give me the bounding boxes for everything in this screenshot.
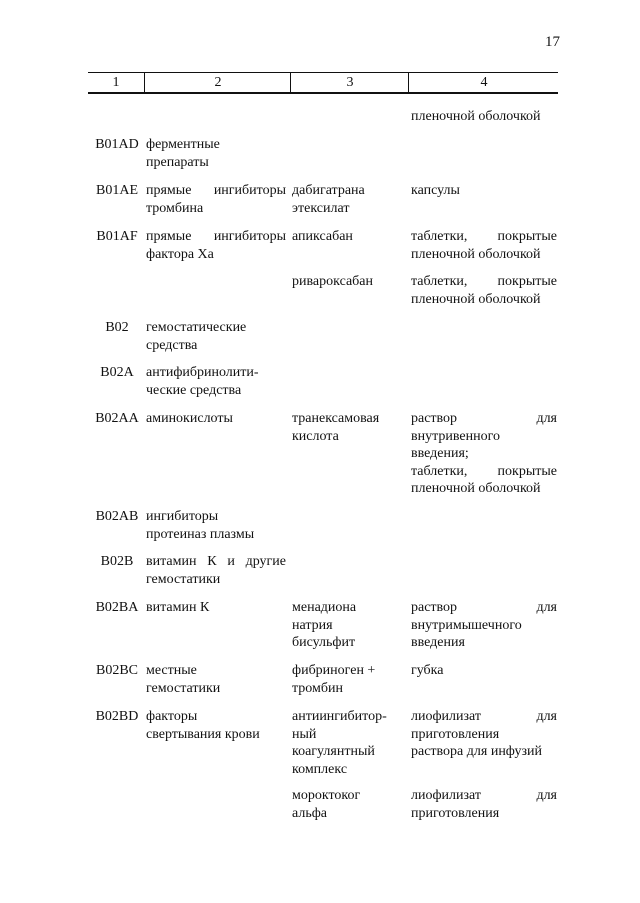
dosage-form-line: пленочной оболочкой	[411, 246, 541, 262]
atc-code: B02AB	[95, 509, 139, 524]
atc-code: B02B	[100, 554, 134, 569]
dosage-form-line: раствор для	[411, 600, 557, 615]
anatomical-group	[146, 708, 286, 743]
dosage-form-line: пленочной оболочкой	[411, 109, 541, 124]
header-col-2: 2	[144, 73, 291, 92]
atc-code: B02BC	[95, 663, 138, 678]
drug-name-line: фибриноген +	[292, 663, 376, 678]
dosage-form-line: пленочной оболочкой	[411, 291, 541, 307]
anatomical-group-line: витамин К и другие	[146, 554, 286, 569]
dosage-form	[411, 599, 557, 652]
drug-name	[292, 182, 404, 217]
drug-name-line: этексилат	[292, 200, 350, 216]
dosage-form-line: таблетки, покрытые	[411, 229, 557, 244]
anatomical-group	[146, 364, 286, 399]
dosage-form-line: раствора для инфузий	[411, 744, 543, 759]
header-col-3: 3	[290, 73, 409, 92]
dosage-form-line: капсулы	[411, 183, 460, 198]
dosage-form-line: раствор для	[411, 411, 557, 426]
drug-name	[292, 708, 404, 778]
anatomical-group	[146, 228, 286, 263]
dosage-form	[411, 182, 557, 200]
anatomical-group	[146, 599, 286, 617]
dosage-form-line: внутримышечного	[411, 617, 522, 633]
anatomical-group-line: фактора Xa	[146, 246, 214, 262]
anatomical-group-line: ингибиторы	[146, 509, 219, 524]
anatomical-group-line: протеиназ плазмы	[146, 526, 255, 542]
anatomical-group	[146, 410, 286, 428]
atc-code: B02AA	[95, 411, 139, 426]
drug-name-line: антиингибитор-	[292, 709, 387, 724]
atc-code: B02BD	[95, 709, 139, 724]
anatomical-group-line: ческие средства	[146, 382, 242, 398]
anatomical-group-line: аминокислоты	[146, 411, 233, 426]
drug-name	[292, 662, 404, 697]
drug-name-line: коагулянтный	[292, 744, 375, 759]
anatomical-group-line: тромбина	[146, 200, 204, 216]
dosage-form-line: губка	[411, 663, 444, 678]
drug-name-line: ный	[292, 726, 317, 742]
anatomical-group-line: гемостатики	[146, 680, 221, 696]
header-col-1: 1	[112, 75, 120, 90]
drug-name	[292, 228, 404, 246]
atc-code: B01AE	[96, 183, 138, 198]
dosage-form-line: лиофилизат для	[411, 709, 557, 724]
dosage-form	[411, 787, 557, 822]
drug-name-line: менадиона	[292, 600, 357, 615]
page-number: 17	[545, 34, 560, 50]
anatomical-group	[146, 136, 286, 171]
atc-code: B01AF	[96, 229, 138, 244]
dosage-form	[411, 662, 557, 680]
anatomical-group-line: ферментные	[146, 137, 220, 152]
drug-name-line: транексамовая	[292, 411, 380, 426]
anatomical-group-line: витамин К	[146, 600, 210, 615]
table-header	[88, 72, 558, 94]
drug-name-line: бисульфит	[292, 635, 356, 650]
header-col-4: 4	[408, 73, 559, 92]
dosage-form-line: пленочной оболочкой	[411, 481, 541, 496]
atc-code: B02A	[100, 365, 134, 380]
dosage-form	[411, 108, 557, 126]
anatomical-group	[146, 553, 286, 588]
anatomical-group-line: средства	[146, 337, 198, 353]
anatomical-group-line: прямые ингибиторы	[146, 183, 286, 198]
dosage-form-line: введения;	[411, 446, 469, 461]
dosage-form-line: приготовления	[411, 726, 500, 742]
anatomical-group	[146, 182, 286, 217]
drug-name	[292, 273, 404, 291]
anatomical-group	[146, 662, 286, 697]
drug-name-line: дабигатрана	[292, 183, 365, 198]
dosage-form	[411, 410, 557, 498]
drug-name-line: альфа	[292, 805, 327, 821]
dosage-form	[411, 228, 557, 263]
anatomical-group-line: прямые ингибиторы	[146, 229, 286, 244]
dosage-form-line: внутривенного	[411, 428, 501, 444]
dosage-form-line: таблетки, покрытые	[411, 274, 557, 289]
anatomical-group-line: антифибринолити-	[146, 365, 259, 380]
dosage-form	[411, 273, 557, 308]
dosage-form-line: лиофилизат для	[411, 788, 557, 803]
dosage-form	[411, 708, 557, 761]
drug-name-line: кислота	[292, 428, 339, 444]
anatomical-group-line: факторы	[146, 709, 198, 724]
drug-name	[292, 787, 404, 822]
anatomical-group-line: местные	[146, 663, 197, 678]
drug-name	[292, 599, 404, 652]
drug-name-line: апиксабан	[292, 229, 353, 244]
drug-name	[292, 410, 404, 445]
drug-name-line: комплекс	[292, 761, 348, 777]
anatomical-group	[146, 508, 286, 543]
anatomical-group-line: гемостатические	[146, 320, 247, 335]
anatomical-group-line: свертывания крови	[146, 726, 260, 742]
drug-name-line: натрия	[292, 617, 333, 633]
drug-name-line: тромбин	[292, 680, 343, 696]
atc-code: B02	[105, 320, 129, 335]
atc-code: B02BA	[95, 600, 139, 615]
dosage-form-line: таблетки, покрытые	[411, 463, 557, 479]
anatomical-group-line: препараты	[146, 154, 209, 170]
anatomical-group-line: гемостатики	[146, 571, 221, 587]
drug-name-line: мороктоког	[292, 788, 361, 803]
dosage-form-line: приготовления	[411, 805, 500, 821]
dosage-form-line: введения	[411, 635, 465, 650]
drug-name-line: ривароксабан	[292, 274, 374, 289]
anatomical-group	[146, 319, 286, 354]
atc-code: B01AD	[95, 137, 139, 152]
